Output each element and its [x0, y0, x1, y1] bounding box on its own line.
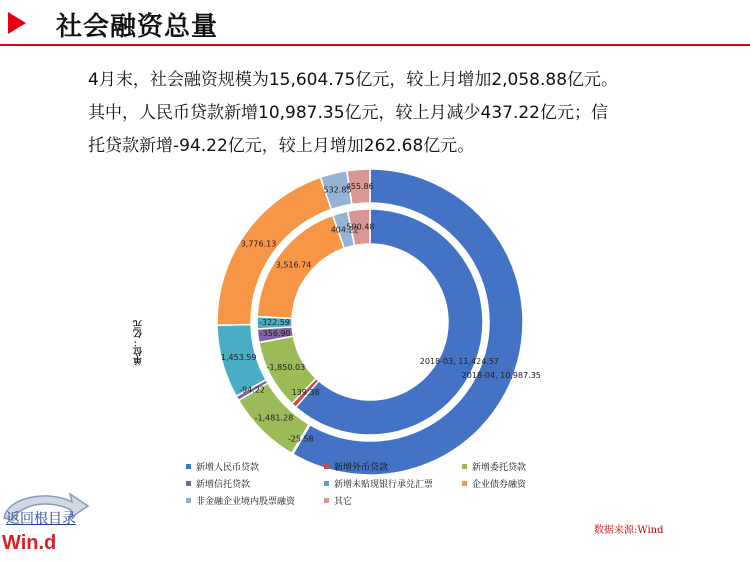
data-label-5: 1,453.59 — [220, 353, 257, 362]
page-title: 社会融资总量 — [56, 12, 219, 42]
legend-item-7 — [324, 494, 352, 507]
data-label-12: -322.59 — [259, 318, 290, 328]
legend-swatch — [186, 464, 191, 469]
data-label-13: 3,516.74 — [275, 260, 312, 270]
legend-item-2 — [462, 460, 526, 473]
data-label-6: 3,776.13 — [240, 239, 277, 249]
legend-label: 新增委托贷款 — [472, 463, 527, 473]
legend-label: 新增未贴现银行承兑汇票 — [334, 480, 434, 490]
legend-swatch — [324, 464, 329, 469]
legend-label: 其它 — [334, 497, 353, 507]
data-label-8: 455.86 — [345, 181, 374, 191]
legend-label: 新增人民币贷款 — [196, 463, 260, 473]
data-label-1: 2018-03, 11,424.57 — [419, 357, 500, 366]
data-label-9: 139.38 — [291, 388, 320, 397]
legend-swatch — [462, 464, 467, 469]
legend-swatch — [186, 498, 191, 503]
legend-swatch — [186, 481, 191, 486]
data-label-7: 532.85 — [323, 185, 352, 195]
data-label-2: -25.58 — [287, 434, 314, 444]
legend-item-3 — [186, 477, 250, 490]
back-to-root-link[interactable]: 返回根目录 — [6, 511, 76, 527]
summary-line-2: 其中，人民币贷款新增10,987.35亿元，较上月减少437.22亿元；信 — [88, 103, 609, 123]
wind-logo: Win.d — [2, 532, 57, 554]
data-label-3: -1,481.28 — [254, 413, 294, 423]
legend-label: 非金融企业境内股票融资 — [196, 497, 296, 507]
summary-line-3: 托贷款新增-94.22亿元，较上月增加262.68亿元。 — [88, 136, 475, 156]
data-label-4: -94.22 — [239, 385, 265, 395]
legend-label: 企业债券融资 — [472, 480, 527, 490]
legend-swatch — [462, 481, 467, 486]
legend-item-4 — [324, 477, 433, 490]
data-source: 数据来源:Wind — [594, 525, 664, 536]
legend-swatch — [324, 498, 329, 503]
data-label-15: 590.48 — [346, 222, 375, 232]
data-label-11: -356.90 — [259, 329, 291, 339]
unit-label: 单位：亿元 — [134, 320, 144, 365]
legend-swatch — [324, 481, 329, 486]
data-label-10: -1,850.03 — [266, 362, 306, 372]
legend-label: 新增外币贷款 — [334, 463, 389, 473]
legend-item-5 — [462, 477, 526, 490]
legend-item-6 — [186, 494, 295, 507]
data-label-0: 2018-04, 10,987.35 — [461, 371, 541, 381]
summary-line-1: 4月末，社会融资规模为15,604.75亿元，较上月增加2,058.88亿元。 — [88, 70, 619, 90]
legend-label: 新增信托贷款 — [196, 480, 251, 490]
legend-item-1 — [324, 460, 388, 473]
data-label-14: 404.22 — [330, 225, 359, 235]
legend-item-0 — [186, 460, 259, 473]
